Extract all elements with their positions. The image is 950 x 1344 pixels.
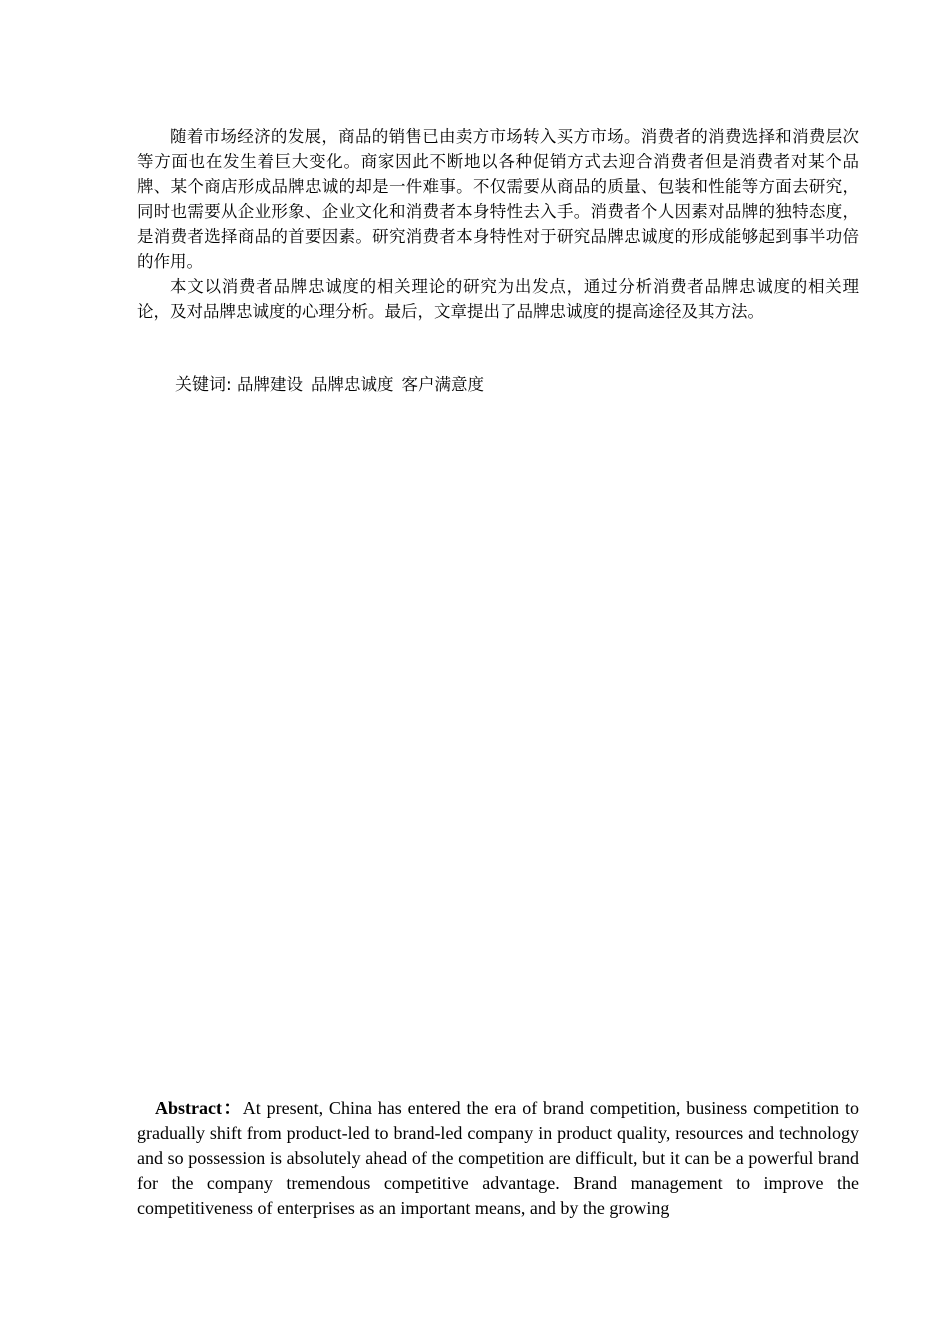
english-abstract bbox=[137, 1096, 859, 1221]
chinese-abstract-paragraph-2: 本文以消费者品牌忠诚度的相关理论的研究为出发点，通过分析消费者品牌忠诚度的相关理论，及对品牌忠诚度的心理分析。最后，文章提出了品牌忠诚度的提高途径及其方法。 bbox=[137, 277, 859, 321]
keyword-item-3: 客户满意度 bbox=[401, 375, 484, 394]
keyword-item-2: 品牌忠诚度 bbox=[310, 375, 394, 394]
keywords-line bbox=[175, 372, 859, 398]
chinese-abstract-paragraph-1: 随着市场经济的发展，商品的销售已由卖方市场转入买方市场。消费者的消费选择和消费层次等方面也在发生着巨大变化。商家因此不断地以各种促销方式去迎合消费者但是消费者对某个品牌、某个商店形成品牌忠诚的却是一件难事。不仅需要从商品的质量、包装和性能等方面去研究，同时也需要从企业形象、企业文化和消费者本身特性去入手。消费者个人因素对品牌的独特态度，是消费者选择商品的首要因素。研究消费者本身特性对于研究品牌忠诚度的形成能够起到事半功倍的作用。 bbox=[137, 127, 859, 271]
abstract-text: At present, China has entered the era of brand competition, business competition to gradually shift from product-led to brand-led company in product quality, resources and technology and so possession is absolutely ahead of the competition are difficult, but it can be a powerful brand for the company tremendous competitive advantage. Brand management to improve the competitiveness of enterprises as an important means, and by the growing bbox=[137, 1098, 859, 1218]
keywords-label: 关键词: bbox=[175, 375, 232, 395]
chinese-abstract bbox=[137, 124, 859, 324]
abstract-label: Abstract： bbox=[155, 1098, 243, 1118]
keyword-item-1: 品牌建设 bbox=[236, 375, 303, 394]
